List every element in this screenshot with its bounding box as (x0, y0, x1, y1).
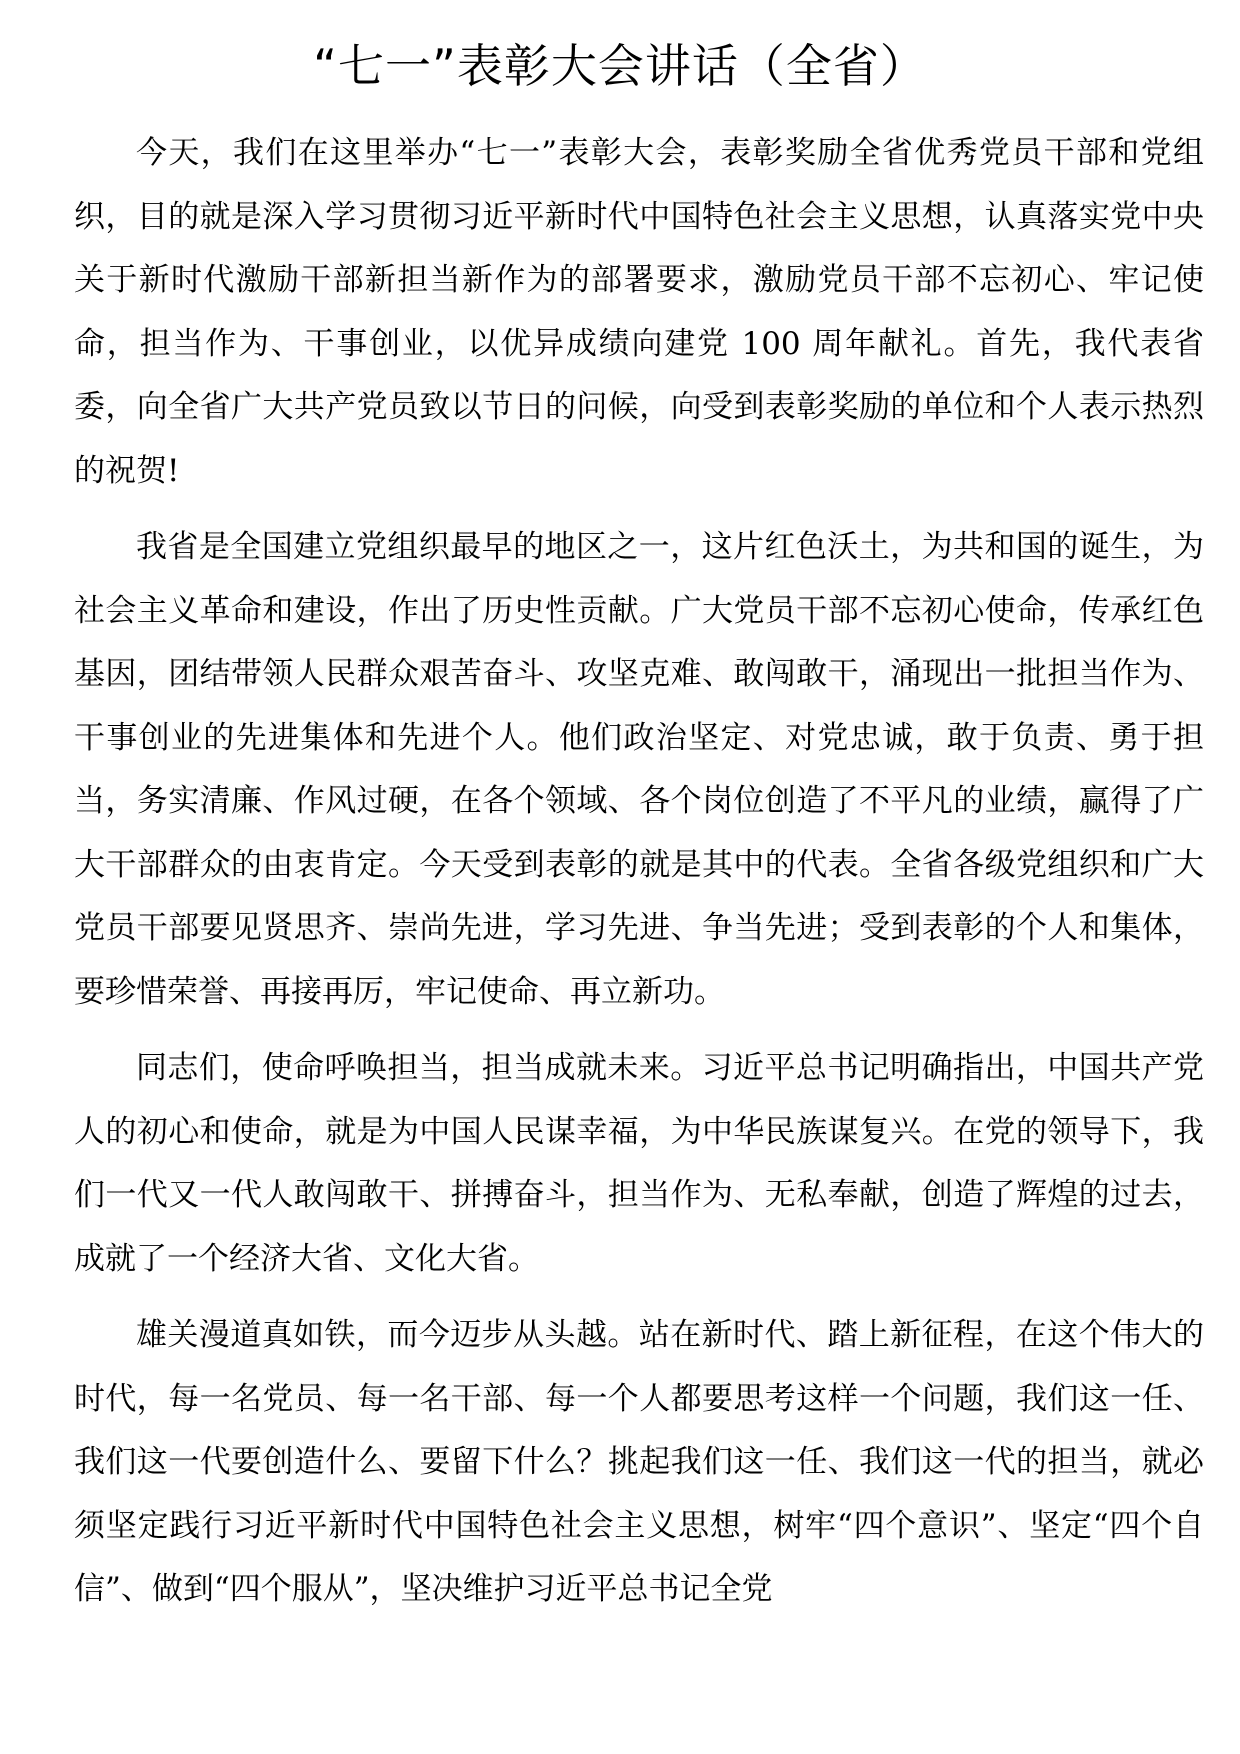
document-body (74, 122, 1204, 1622)
paragraph-3: 同志们，使命呼唤担当，担当成就未来。习近平总书记明确指出，中国共产党人的初心和使命，就是为中国人民谋幸福，为中华民族谋复兴。在党的领导下，我们一代又一代人敢闯敢干、拼搏奋斗，担当作为、无私奉献，创造了辉煌的过去，成就了一个经济大省、文化大省。 (74, 1050, 1204, 1277)
paragraph-2: 我省是全国建立党组织最早的地区之一，这片红色沃土，为共和国的诞生，为社会主义革命和建设，作出了历史性贡献。广大党员干部不忘初心使命，传承红色基因，团结带领人民群众艰苦奋斗、攻坚克难、敢闯敢干，涌现出一批担当作为、干事创业的先进集体和先进个人。他们政治坚定、对党忠诚，敢于负责、勇于担当，务实清廉、作风过硬，在各个领域、各个岗位创造了不平凡的业绩，赢得了广大干部群众的由衷肯定。今天受到表彰的就是其中的代表。全省各级党组织和广大党员干部要见贤思齐、崇尚先进，学习先进、争当先进；受到表彰的个人和集体，要珍惜荣誉、再接再厉，牢记使命、再立新功。 (74, 529, 1204, 1010)
paragraph-4: 雄关漫道真如铁，而今迈步从头越。站在新时代、踏上新征程，在这个伟大的时代，每一名党员、每一名干部、每一个人都要思考这样一个问题，我们这一任、我们这一代要创造什么、要留下什么？挑起我们这一任、我们这一代的担当，就必须坚定践行习近平新时代中国特色社会主义思想，树牢“四个意识”、坚定“四个自信”、做到“四个服从”，坚决维护习近平总书记全党 (74, 1317, 1204, 1607)
document-title: “七一”表彰大会讲话（全省） (313, 39, 927, 93)
paragraph-1: 今天，我们在这里举办“七一”表彰大会，表彰奖励全省优秀党员干部和党组织，目的就是深入学习贯彻习近平新时代中国特色社会主义思想，认真落实党中央关于新时代激励干部新担当新作为的部署要求，激励党员干部不忘初心、牢记使命，担当作为、干事创业，以优异成绩向建党 100 周年献礼。首先，我代表省委，向全省广大共产党员致以节日的问候，向受到表彰奖励的单位和个人表示热烈的祝贺! (74, 135, 1204, 489)
